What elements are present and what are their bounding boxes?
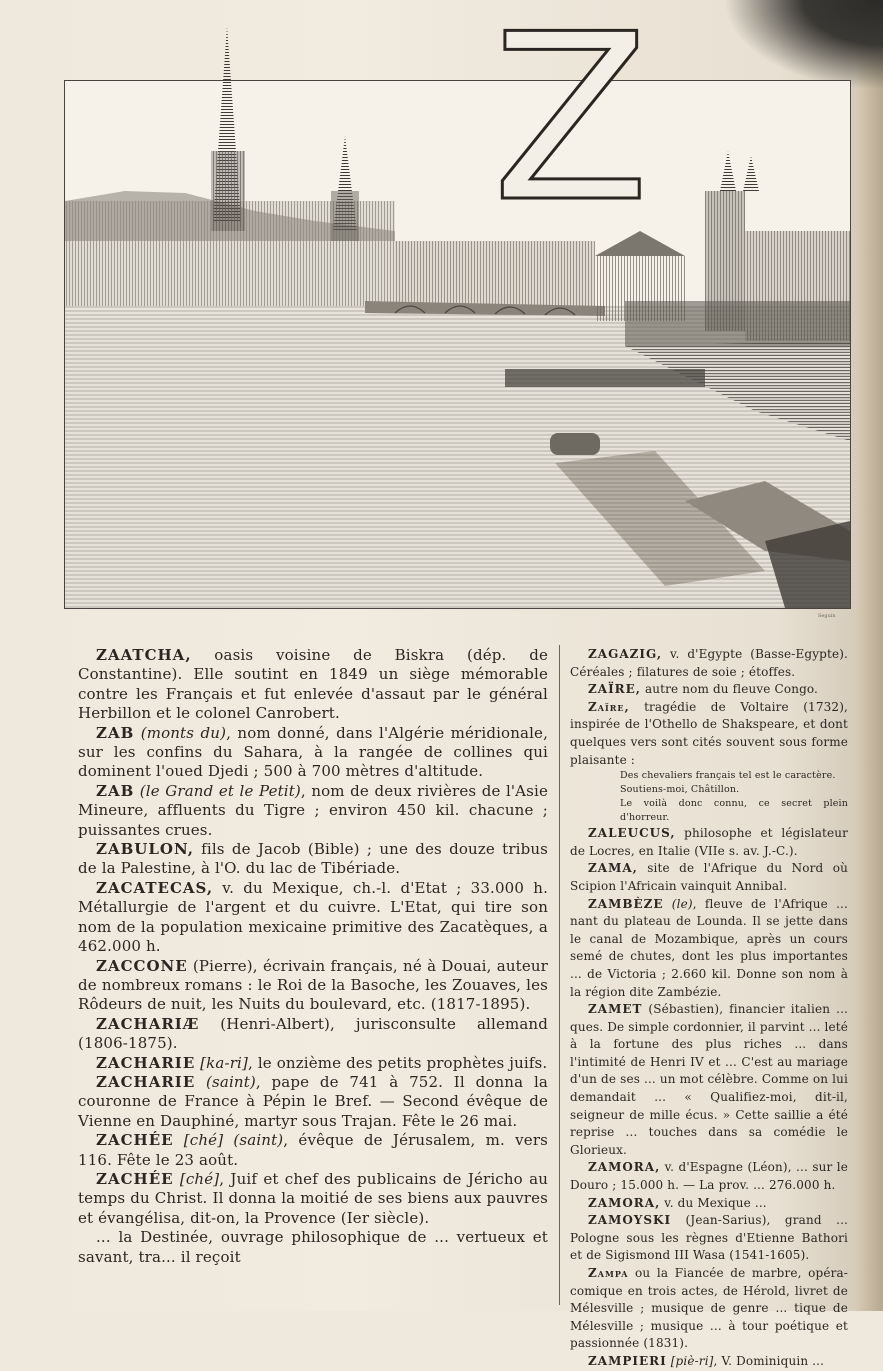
entry-definition: v. du Mexique, ch.-l. d'Etat ; 33.000 h. Métallurgie de l'argent et du cuivre. L'Etat, qui tire son nom de la population mexicaine primitive des Zacatèques, a 462.000 h. bbox=[78, 878, 548, 956]
dictionary-entry bbox=[570, 825, 848, 860]
entry-definition: (Jean-Sarius), grand ... Pologne sous les règnes d'Etienne Bathori et de Sigismond III Wasa (1541-1605). bbox=[570, 1213, 848, 1263]
dictionary-entry bbox=[78, 1228, 548, 1267]
dictionary-entry bbox=[570, 769, 848, 783]
entry-definition: , pape de 741 à 752. Il donna la couronne de France à Pépin le Bref. — Second évêque de Vienne en Dauphiné, martyr sous Trajan. Fête le 26 mai. bbox=[78, 1072, 548, 1130]
right-column bbox=[570, 646, 848, 1368]
dictionary-entry bbox=[570, 1265, 848, 1353]
entry-definition: autre nom du fleuve Congo. bbox=[640, 682, 819, 697]
dictionary-entry bbox=[78, 840, 548, 879]
dictionary-entry bbox=[570, 699, 848, 769]
entry-headword: ZAMORA, bbox=[588, 1195, 661, 1210]
entry-definition: v. d'Espagne (Léon), ... sur le Douro ; 15.000 h. — La prov. ... 276.000 h. bbox=[570, 1160, 848, 1193]
entry-definition: , fleuve de l'Afrique ... nant du plateau de Lounda. Il se jette dans le canal de Mozambique, après un cours semé de chutes, dont les plus importantes ... de Victoria ; 2.660 kil. Donne son nom à la région dite Zambézie. bbox=[570, 896, 848, 999]
entry-definition: , Juif et chef des publicains de Jéricho au temps du Christ. Il donna la moitié de ses biens aux pauvres et évangélisa, dit-on, la Provence (Ier siècle). bbox=[78, 1169, 549, 1227]
entry-qualifier: [ché] bbox=[173, 1169, 220, 1188]
entry-qualifier: [piè-ri] bbox=[666, 1353, 714, 1368]
entry-headword: ZAÏRE, bbox=[588, 682, 641, 697]
entry-definition: (Sébastien), financier italien ... ques. De simple cordonnier, il parvint ... leté à la fortune des plus riches ... dans l'intimité de Henri IV et ... C'est au mariage d'un de ses ... un mot célèbre. Comme on lui demandait ... « Qualifiez-moi, dit-il, seigneur de mille écus. » Cette saillie a été reprise ... touches dans sa comédie le Glorieux. bbox=[570, 1002, 848, 1157]
engraving-zurich bbox=[64, 80, 851, 609]
background-corner bbox=[723, 0, 883, 90]
entry-headword: ZACHÉE bbox=[96, 1131, 174, 1150]
entry-headword: Zaïre, bbox=[588, 699, 630, 714]
entry-definition: Des chevaliers français tel est le caractère. bbox=[620, 770, 836, 782]
entry-qualifier: (le) bbox=[663, 896, 693, 911]
entry-definition: philosophe et législateur de Locres, en Italie (VIIe s. av. J.-C.). bbox=[570, 826, 848, 858]
dictionary-entry bbox=[570, 1212, 848, 1265]
entry-definition: v. d'Egypte (Basse-Egypte). Céréales ; filatures de soie ; étoffes. bbox=[570, 647, 848, 679]
drop-cap-letter bbox=[488, 0, 650, 253]
entry-qualifier: [ka-ri] bbox=[195, 1053, 249, 1072]
left-column bbox=[78, 646, 548, 1267]
dictionary-entry bbox=[78, 1170, 548, 1228]
entry-definition: Le voilà donc connu, ce secret plein d'horreur. bbox=[620, 798, 848, 824]
column-divider bbox=[559, 645, 560, 1305]
book-spine bbox=[855, 0, 883, 1311]
entry-qualifier: (monts du) bbox=[134, 723, 227, 742]
entry-headword: ZAGAZIG, bbox=[588, 647, 662, 661]
dictionary-entry bbox=[78, 957, 548, 1015]
entry-headword: ZAMOYSKI bbox=[588, 1213, 672, 1228]
entry-headword: ZACHÉE bbox=[96, 1169, 174, 1188]
dictionary-entry bbox=[570, 896, 848, 1002]
entry-headword: ZAB bbox=[96, 723, 135, 742]
entry-qualifier: (saint) bbox=[195, 1072, 256, 1091]
entry-headword: ZACHARIE bbox=[96, 1053, 196, 1072]
dictionary-entry bbox=[78, 1131, 548, 1170]
entry-headword: ZAMPIERI bbox=[588, 1353, 667, 1368]
entry-headword: ZACATECAS, bbox=[96, 878, 214, 897]
dictionary-entry bbox=[78, 646, 548, 724]
entry-definition: oasis voisine de Biskra (dép. de Constantine). Elle soutint en 1849 un siège mémorable contre les Français et fut enlevée d'assaut par le général Herbillon et le colonel Canrobert. bbox=[78, 646, 548, 723]
entry-headword: ZACHARIÆ bbox=[96, 1014, 200, 1033]
entry-headword: ZAMET bbox=[588, 1002, 643, 1017]
entry-definition: fils de Jacob (Bible) ; une des douze tribus de la Palestine, à l'O. du lac de Tibériade. bbox=[78, 840, 548, 878]
dictionary-entry bbox=[78, 879, 548, 957]
dictionary-entry bbox=[570, 1001, 848, 1159]
dictionary-entry bbox=[570, 1159, 848, 1194]
dictionary-entry bbox=[570, 783, 848, 797]
entry-definition: ... la Destinée, ouvrage philosophique de ... vertueux et savant, tra... il reçoit bbox=[78, 1228, 548, 1266]
dictionary-entry bbox=[78, 1073, 548, 1131]
letter-z: Z bbox=[492, 0, 650, 253]
dictionary-entry bbox=[78, 1015, 548, 1054]
entry-definition: , V. Dominiquin ... bbox=[713, 1353, 825, 1368]
entry-headword: ZACHARIE bbox=[96, 1072, 196, 1091]
entry-definition: Soutiens-moi, Châtillon. bbox=[620, 784, 740, 796]
engraver-signature: Seguin bbox=[818, 613, 836, 619]
dictionary-entry bbox=[570, 646, 848, 681]
dictionary-entry bbox=[570, 1195, 848, 1213]
entry-definition: (Henri-Albert), jurisconsulte allemand (1806-1875). bbox=[78, 1014, 548, 1053]
entry-headword: ZALEUCUS, bbox=[588, 826, 676, 841]
dictionary-entry bbox=[570, 860, 848, 895]
entry-headword: ZAB bbox=[96, 781, 135, 800]
entry-headword: ZACCONE bbox=[96, 956, 188, 975]
dictionary-entry bbox=[78, 1054, 548, 1073]
entry-definition: , évêque de Jérusalem, m. vers 116. Fête le 23 août. bbox=[78, 1131, 548, 1169]
entry-definition: ou la Fiancée de marbre, opéra-comique en trois actes, de Hérold, livret de Mélesville ; musique de genre ... tique de Mélesville ; musique ... à tour poétique et passionnée (1831). bbox=[570, 1266, 848, 1351]
entry-headword: ZAMA, bbox=[588, 861, 638, 876]
entry-headword: ZAMORA, bbox=[588, 1160, 661, 1175]
entry-headword: ZABULON, bbox=[96, 840, 194, 859]
entry-qualifier: (le Grand et le Petit) bbox=[134, 781, 301, 800]
dictionary-entry bbox=[570, 797, 848, 825]
dictionary-entry bbox=[570, 1353, 848, 1371]
entry-headword: ZAMBÈZE bbox=[588, 896, 664, 911]
entry-definition: tragédie de Voltaire (1732), inspirée de l'Othello de Shakspeare, et dont quelques vers sont cités souvent sous forme plaisante : bbox=[570, 699, 848, 767]
entry-definition: , le onzième des petits prophètes juifs. bbox=[248, 1053, 548, 1072]
entry-definition: , nom donné, dans l'Algérie méridionale, sur les confins du Sahara, à la rangée de collines qui dominent l'oued Djedi ; 500 à 700 mètres d'altitude. bbox=[78, 723, 549, 781]
entry-qualifier: [ché] (saint) bbox=[173, 1131, 284, 1150]
dictionary-entry bbox=[570, 681, 848, 699]
entry-definition: v. du Mexique ... bbox=[660, 1195, 767, 1210]
entry-definition: (Pierre), écrivain français, né à Douai, auteur de nombreux romans : le Roi de la Basoche, les Zouaves, les Rôdeurs de nuit, les Nuits du boulevard, etc. (1817-1895). bbox=[78, 956, 548, 1014]
entry-headword: ZAATCHA, bbox=[96, 646, 192, 664]
entry-headword: Zampa bbox=[588, 1266, 629, 1280]
dictionary-entry bbox=[78, 782, 548, 840]
entry-definition: site de l'Afrique du Nord où Scipion l'Africain vainquit Annibal. bbox=[570, 861, 848, 893]
entry-definition: , nom de deux rivières de l'Asie Mineure, affluents du Tigre ; environ 450 kil. chacune ; puissantes crues. bbox=[78, 781, 548, 839]
dictionary-entry bbox=[78, 724, 548, 782]
